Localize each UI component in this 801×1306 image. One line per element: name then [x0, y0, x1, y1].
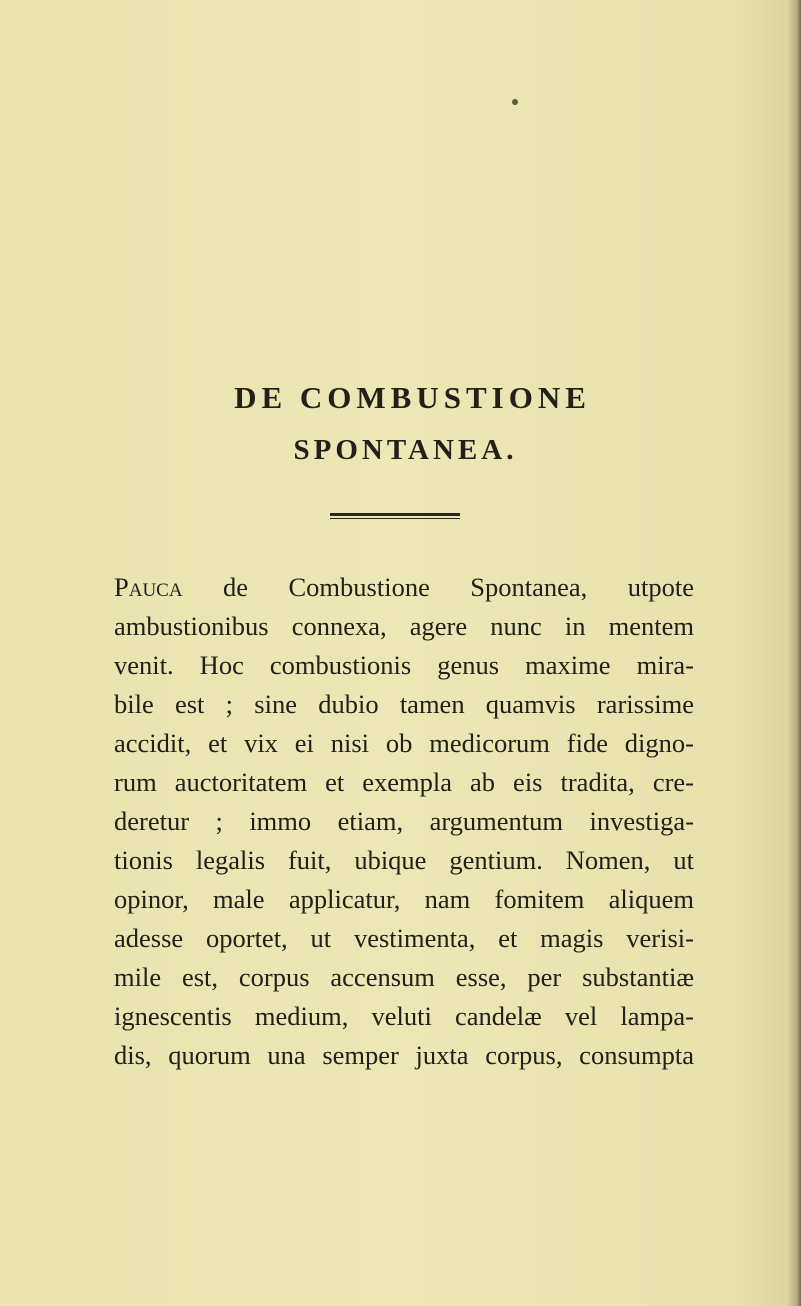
title-line-2: SPONTANEA.	[293, 434, 518, 466]
body-line-10: adesse oportet, ut vestimenta, et magis verisi-	[114, 923, 694, 953]
body-line-4: bile est ; sine dubio tamen quamvis rarissime	[114, 689, 694, 719]
title-rule-thick	[330, 513, 460, 516]
body-line-8: tionis legalis fuit, ubique gentium. Nomen, ut	[114, 845, 694, 875]
body-line-1	[114, 568, 694, 607]
body-paragraph	[114, 568, 694, 1075]
ink-speck	[512, 99, 518, 105]
body-line-9: opinor, male applicatur, nam fomitem aliquem	[114, 884, 694, 914]
body-line-7: deretur ; immo etiam, argumentum investiga-	[114, 806, 694, 836]
body-line-11: mile est, corpus accensum esse, per substantiæ	[114, 962, 694, 992]
body-line-2: ambustionibus connexa, agere nunc in mentem	[114, 611, 694, 641]
title-line-1: DE COMBUSTIONE	[234, 380, 591, 415]
body-line-3: venit. Hoc combustionis genus maxime mira-	[114, 650, 694, 680]
first-word: Pauca	[114, 572, 183, 602]
body-line-5: accidit, et vix ei nisi ob medicorum fide digno-	[114, 728, 694, 758]
page-edge-shadow	[787, 0, 801, 1306]
body-line-1-text: de Combustione Spontanea, utpote	[182, 572, 694, 602]
body-line-13: dis, quorum una semper juxta corpus, consumpta	[114, 1040, 694, 1070]
body-line-6: rum auctoritatem et exempla ab eis tradita, cre-	[114, 767, 694, 797]
title-rule-thin	[330, 518, 460, 519]
body-line-12: ignescentis medium, veluti candelæ vel lampa-	[114, 1001, 694, 1031]
